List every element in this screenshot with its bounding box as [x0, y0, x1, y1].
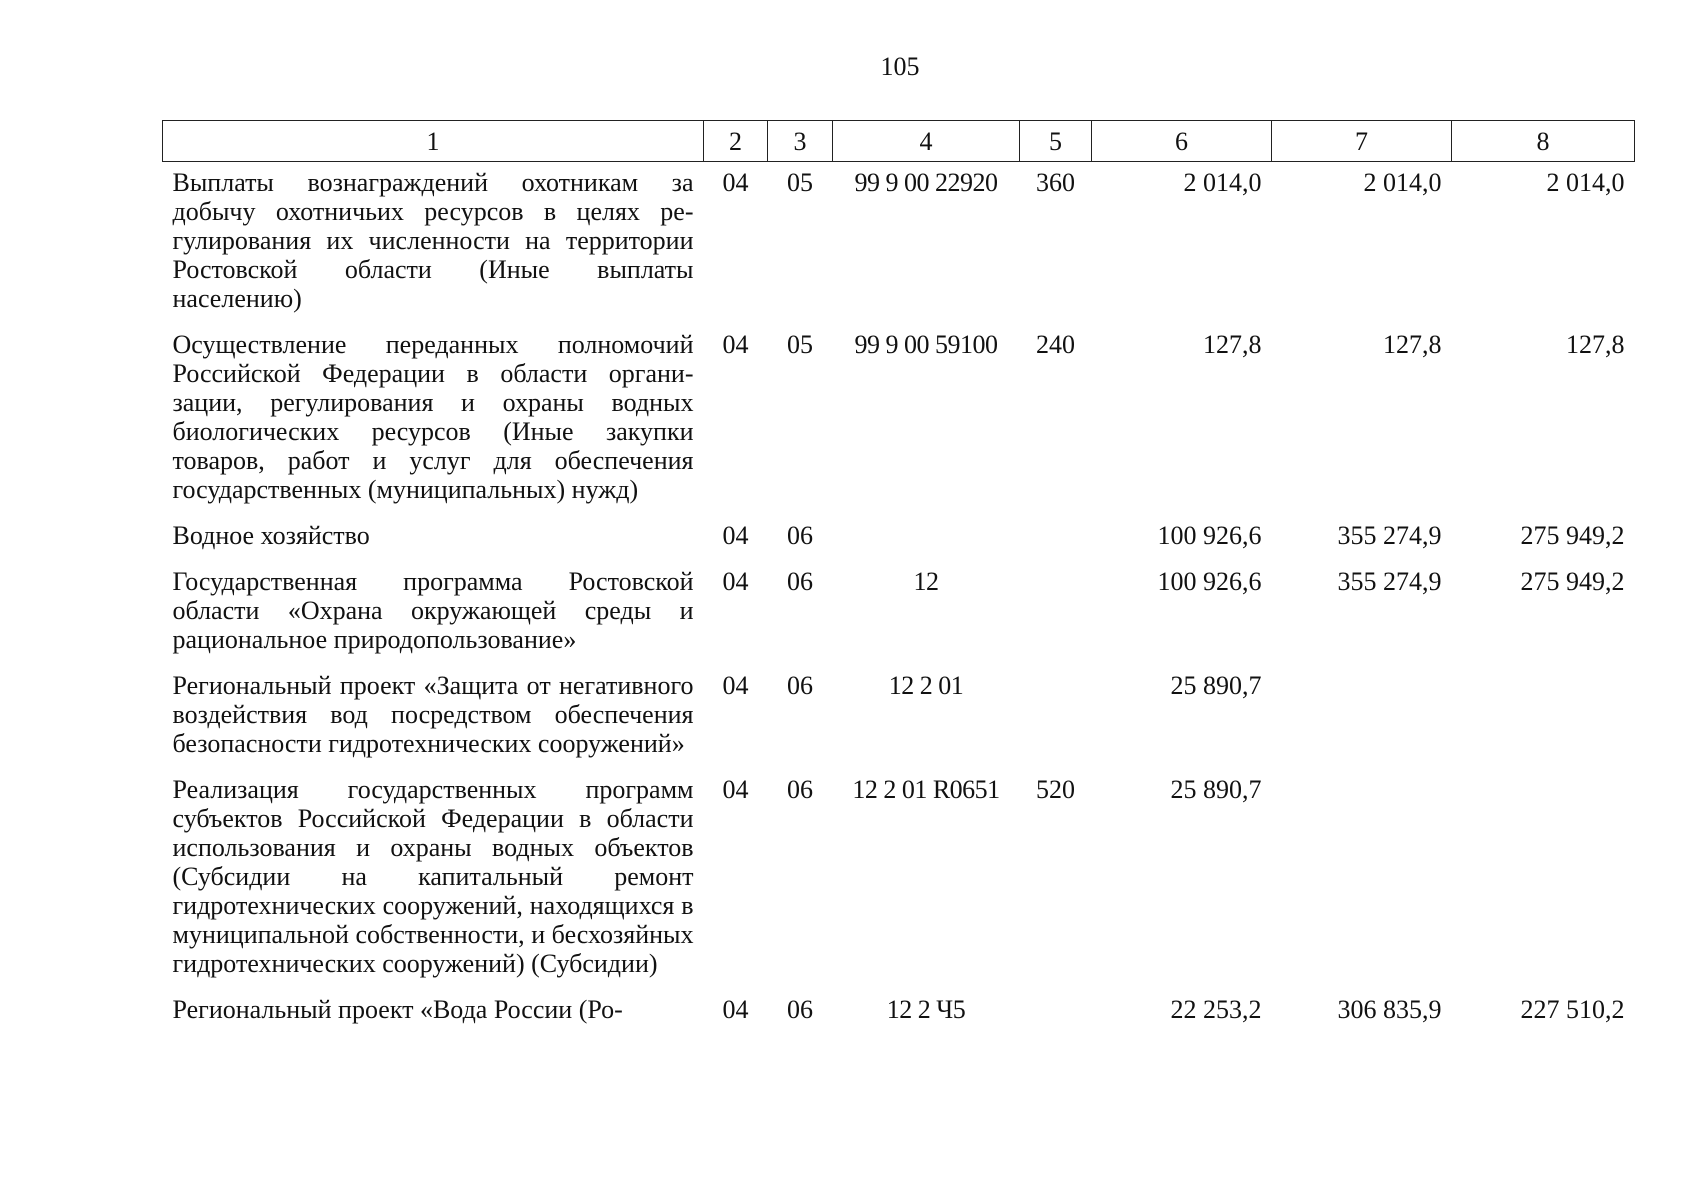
row-name: Региональный проект «Защита от негативного воздействия вод посредством обеспечения безопасности гидротехнических сооружений» — [172, 671, 694, 758]
row-section: 04 — [722, 330, 749, 359]
column-header-expense-type: 5 — [1020, 121, 1092, 162]
row-amount-year-2: 2 014,0 — [1363, 168, 1442, 197]
table-row — [163, 665, 1635, 769]
row-name: Водное хозяйство — [172, 521, 370, 550]
row-section: 04 — [722, 995, 749, 1024]
column-header-subsection: 3 — [768, 121, 833, 162]
column-header-year-3: 8 — [1452, 121, 1635, 162]
row-subsection: 05 — [787, 168, 813, 197]
row-target-item: 99 9 00 22920 — [854, 168, 998, 197]
row-section: 04 — [722, 567, 749, 596]
row-expense-type — [1020, 665, 1092, 769]
row-name: Реализация государственных программ субъектов Российской Федерации в области использования и охраны водных объектов (Субсидии на капитальный ремонт гидротехнических сооружений, находящихся в муниципальной собственности, и бесхозяйных гидротехнических сооружений) (Субсидии) — [172, 775, 694, 978]
row-name: Региональный проект «Вода России (Ро- — [172, 995, 623, 1024]
row-section: 04 — [722, 671, 749, 700]
row-amount-year-3: 127,8 — [1566, 330, 1625, 359]
row-expense-type — [1020, 515, 1092, 561]
row-subsection: 06 — [787, 995, 813, 1024]
row-expense-type — [1020, 561, 1092, 665]
row-amount-year-2: 355 274,9 — [1337, 567, 1442, 596]
table-row — [163, 162, 1635, 325]
table-row — [163, 324, 1635, 515]
row-expense-type: 360 — [1036, 168, 1075, 197]
row-target-item: 12 2 Ч5 — [886, 995, 966, 1024]
row-amount-year-1: 127,8 — [1203, 330, 1262, 359]
row-target-item: 12 — [913, 567, 939, 596]
row-target-item: 99 9 00 59100 — [854, 330, 998, 359]
row-target-item — [833, 515, 1020, 561]
row-amount-year-2 — [1272, 665, 1452, 769]
table-row — [163, 561, 1635, 665]
column-header-target-item: 4 — [833, 121, 1020, 162]
row-section: 04 — [722, 521, 749, 550]
row-amount-year-3: 2 014,0 — [1546, 168, 1625, 197]
row-amount-year-3 — [1452, 769, 1635, 989]
budget-table — [162, 120, 1635, 1035]
row-subsection: 05 — [787, 330, 813, 359]
row-name: Выплаты вознаграждений охотникам за добычу охотничьих ресурсов в целях регулирования их численности на территории Ростовской области (Иные выплаты населению) — [172, 168, 694, 313]
row-subsection: 06 — [787, 671, 813, 700]
row-amount-year-3 — [1452, 665, 1635, 769]
row-amount-year-1: 2 014,0 — [1183, 168, 1262, 197]
row-expense-type: 240 — [1036, 330, 1075, 359]
row-name: Осуществление переданных полномочий Российской Федерации в области организации, регулирования и охраны водных биологических ресурсов (Иные закупки товаров, работ и услуг для обеспечения государственных (муниципальных) нужд) — [172, 330, 694, 504]
row-amount-year-1: 25 890,7 — [1170, 775, 1262, 804]
row-section: 04 — [722, 168, 749, 197]
column-header-name: 1 — [163, 121, 704, 162]
row-amount-year-1: 25 890,7 — [1170, 671, 1262, 700]
row-expense-type: 520 — [1036, 775, 1075, 804]
row-subsection: 06 — [787, 775, 813, 804]
table-row — [163, 769, 1635, 989]
row-name: Государственная программа Ростовской области «Охрана окружающей среды и рациональное природопользование» — [172, 567, 694, 654]
row-section: 04 — [722, 775, 749, 804]
table-row — [163, 515, 1635, 561]
page-number: 105 — [880, 52, 920, 81]
column-header-year-1: 6 — [1092, 121, 1272, 162]
row-subsection: 06 — [787, 567, 813, 596]
row-amount-year-2: 127,8 — [1383, 330, 1442, 359]
row-amount-year-1: 100 926,6 — [1157, 521, 1262, 550]
column-header-year-2: 7 — [1272, 121, 1452, 162]
row-amount-year-3: 275 949,2 — [1520, 567, 1625, 596]
row-amount-year-2: 355 274,9 — [1337, 521, 1442, 550]
row-subsection: 06 — [787, 521, 813, 550]
row-amount-year-3: 275 949,2 — [1520, 521, 1625, 550]
row-amount-year-1: 22 253,2 — [1170, 995, 1262, 1024]
row-expense-type — [1020, 989, 1092, 1035]
row-target-item: 12 2 01 — [888, 671, 964, 700]
table-header-row — [163, 121, 1635, 162]
row-amount-year-2: 306 835,9 — [1337, 995, 1442, 1024]
row-amount-year-1: 100 926,6 — [1157, 567, 1262, 596]
column-header-section: 2 — [704, 121, 768, 162]
table-row — [163, 989, 1635, 1035]
row-amount-year-2 — [1272, 769, 1452, 989]
row-target-item: 12 2 01 R0651 — [852, 775, 1000, 804]
row-amount-year-3: 227 510,2 — [1520, 995, 1625, 1024]
